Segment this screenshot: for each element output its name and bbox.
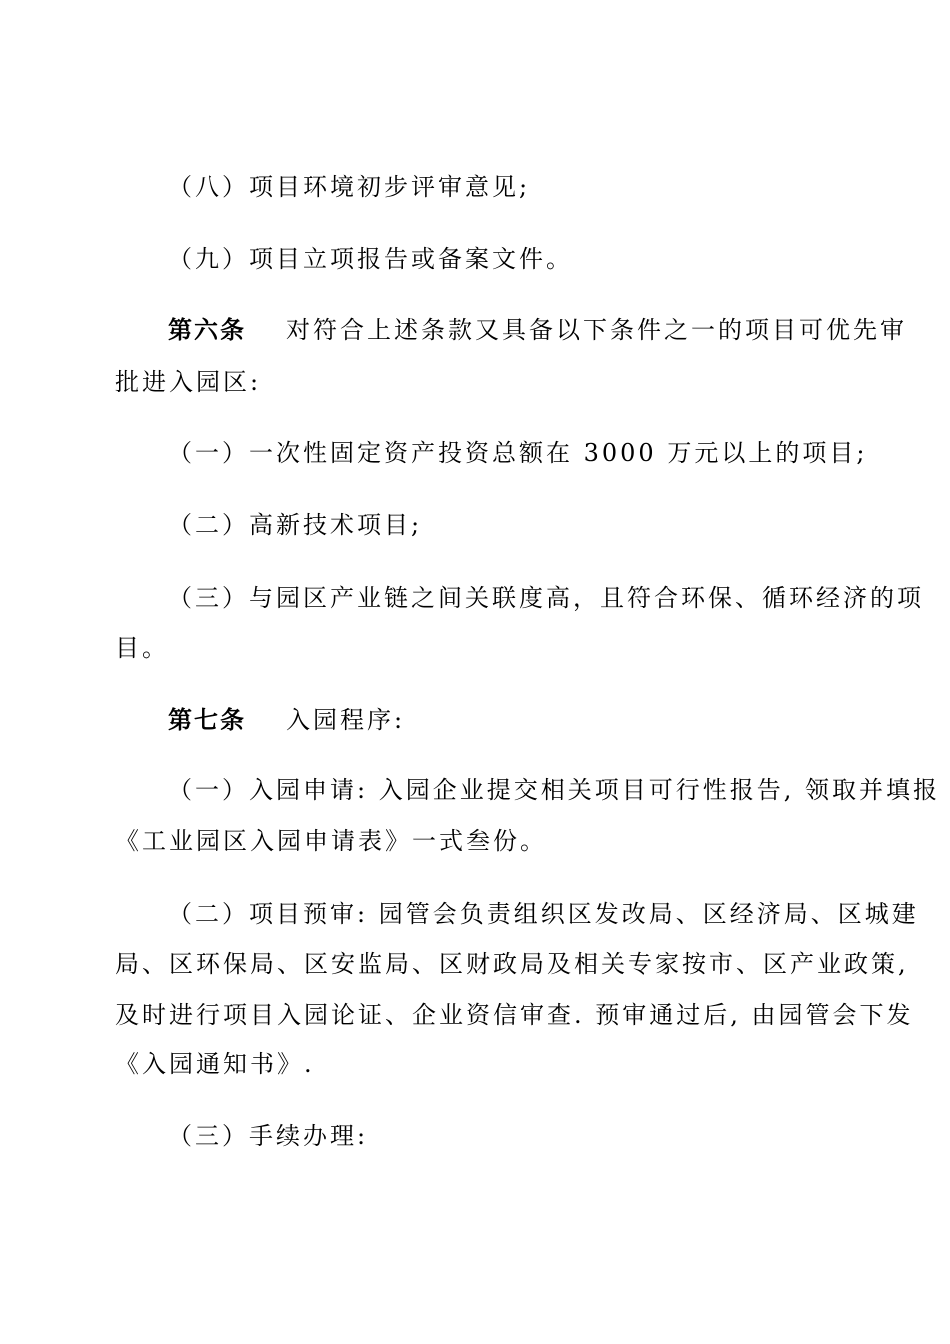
article-6-item-3: （三）与园区产业链之间关联度高，且符合环保、循环经济的项: [168, 584, 924, 612]
article-7-text: 入园程序:: [286, 706, 406, 734]
article-6-continuation: 批进入园区:: [115, 368, 262, 396]
item-9-line: （九）项目立项报告或备案文件。: [168, 245, 573, 273]
article-6-label: 第六条: [168, 315, 246, 344]
article-7-line: [0, 704, 950, 736]
article-6-line: [0, 314, 950, 346]
article-6-text: 对符合上述条款又具备以下条件之一的项目可优先审: [286, 316, 907, 344]
article-7-label: 第七条: [168, 705, 246, 734]
article-7-item-3: （三）手续办理:: [168, 1122, 369, 1150]
article-7-item-1: （一）入园申请: 入园企业提交相关项目可行性报告, 领取并填报: [168, 776, 940, 804]
article-6-item-2: （二）高新技术项目;: [168, 511, 423, 539]
article-7-item-1-continuation: 《工业园区入园申请表》一式叁份。: [115, 827, 547, 855]
article-6-item-1: （一）一次性固定资产投资总额在 3000 万元以上的项目;: [168, 439, 868, 467]
article-7-item-2: （二）项目预审: 园管会负责组织区发改局、区经济局、区城建: [168, 900, 919, 928]
article-7-item-2-line-4: 《入园通知书》.: [115, 1050, 315, 1078]
article-6-item-3-continuation: 目。: [115, 634, 169, 662]
article-7-item-2-line-3: 及时进行项目入园论证、企业资信审查. 预审通过后, 由园管会下发: [115, 1001, 914, 1029]
article-7-item-2-line-2: 局、区环保局、区安监局、区财政局及相关专家按市、区产业政策,: [115, 950, 909, 978]
item-8-line: （八）项目环境初步评审意见;: [168, 173, 531, 201]
